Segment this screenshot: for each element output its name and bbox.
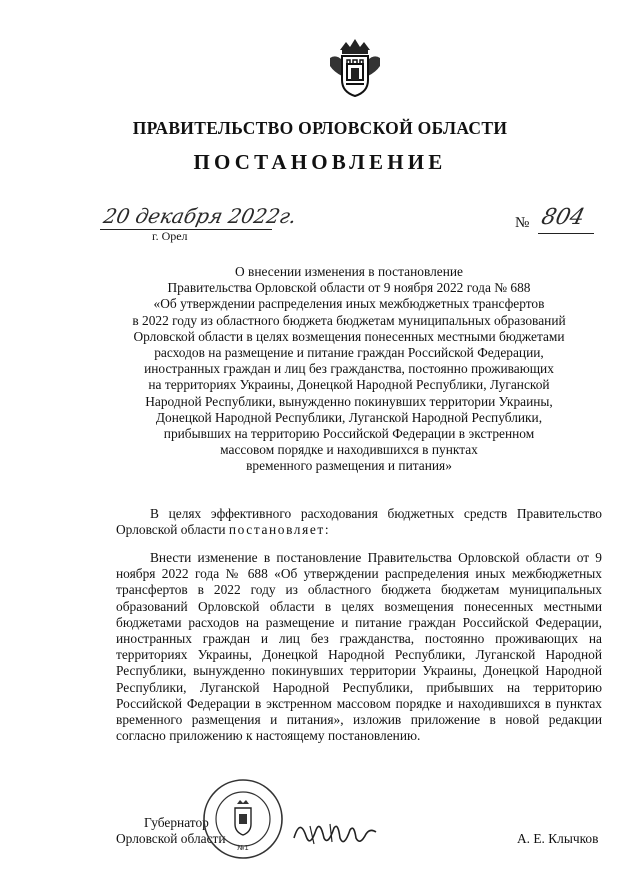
subject-line: «Об утверждении распределения иных межбюджетных трансфертов — [153, 296, 545, 312]
seal-number: №1 — [237, 844, 249, 852]
subject-line: расходов на размещение и питание граждан Российской Федерации, — [154, 345, 544, 361]
subject-line: на территориях Украины, Донецкой Народной Республики, Луганской — [148, 377, 550, 393]
number-sign: № — [515, 215, 530, 231]
handwritten-signature-icon — [290, 808, 380, 858]
handwritten-document-number: 804 — [538, 205, 588, 230]
handwritten-date: 20 декабря 2022г. — [101, 204, 299, 228]
subject-line: Донецкой Народной Республики, Луганской Народной Республики, — [155, 409, 543, 425]
subject-line: О внесении изменения в постановление — [235, 264, 463, 279]
resolution-paragraph: Внести изменение в постановление Правительства Орловской области от 9 ноября 2022 года № 688 «Об утверждении распределения иных межбюджетных трансфертов в 2022 году из областного бюджета бюджетам муниципальных образований Орловской области в целях возмещения понесенных местными бюджетами расходов на размещение и питание граждан Российской Федерации, иностранных граждан и лиц без гражданства, постоянно проживающих на территориях Украины, Донецкой Народной Республики, Луганской Народной Республики, вынужденно покинувших территории Украины, Донецкой Народной Республики, Луганской Народной Республики, прибывших на территорию Российской Федерации в экстренном массовом порядке и находившихся в пунктах временного размещения и питания», изложив приложение в новой редакции согласно приложению к настоящему постановлению. — [116, 550, 602, 744]
city-label: г. Орел — [152, 229, 188, 243]
organization-name: ПРАВИТЕЛЬСТВО ОРЛОВСКОЙ ОБЛАСТИ — [132, 118, 508, 138]
subject-line: массовом порядке и находившихся в пунктах — [220, 442, 478, 458]
resolves-word: постановляет: — [228, 522, 331, 538]
preamble-paragraph — [116, 506, 602, 538]
document-subject — [110, 264, 588, 475]
number-underline — [538, 233, 594, 234]
subject-line: Орловской области в целях возмещения понесенных местными бюджетами — [133, 328, 565, 344]
orel-coat-of-arms-icon — [326, 36, 384, 100]
subject-line: в 2022 году из областного бюджета бюджетам муниципальных образований — [132, 312, 566, 328]
preamble-text: В целях эффективного расходования бюджетных средств Правительство Орловской области — [116, 506, 602, 538]
subject-line: прибывших на территорию Российской Федерации в экстренном — [163, 426, 535, 442]
subject-line: Народной Республики, вынужденно покинувших территории Украины, — [145, 393, 553, 409]
signatory-title-line: Орловской области — [116, 831, 226, 847]
signatory-name: А. Е. Клычков — [517, 831, 599, 846]
subject-line: иностранных граждан и лиц без гражданства, постоянно проживающих — [144, 361, 554, 377]
subject-line: Правительства Орловской области от 9 ноября 2022 года № 688 — [167, 280, 531, 296]
signatory-title-line: Губернатор — [144, 815, 209, 830]
document-type-title: ПОСТАНОВЛЕНИЕ — [193, 150, 447, 174]
official-seal-icon — [202, 778, 284, 860]
subject-line: временного размещения и питания» — [246, 458, 452, 474]
